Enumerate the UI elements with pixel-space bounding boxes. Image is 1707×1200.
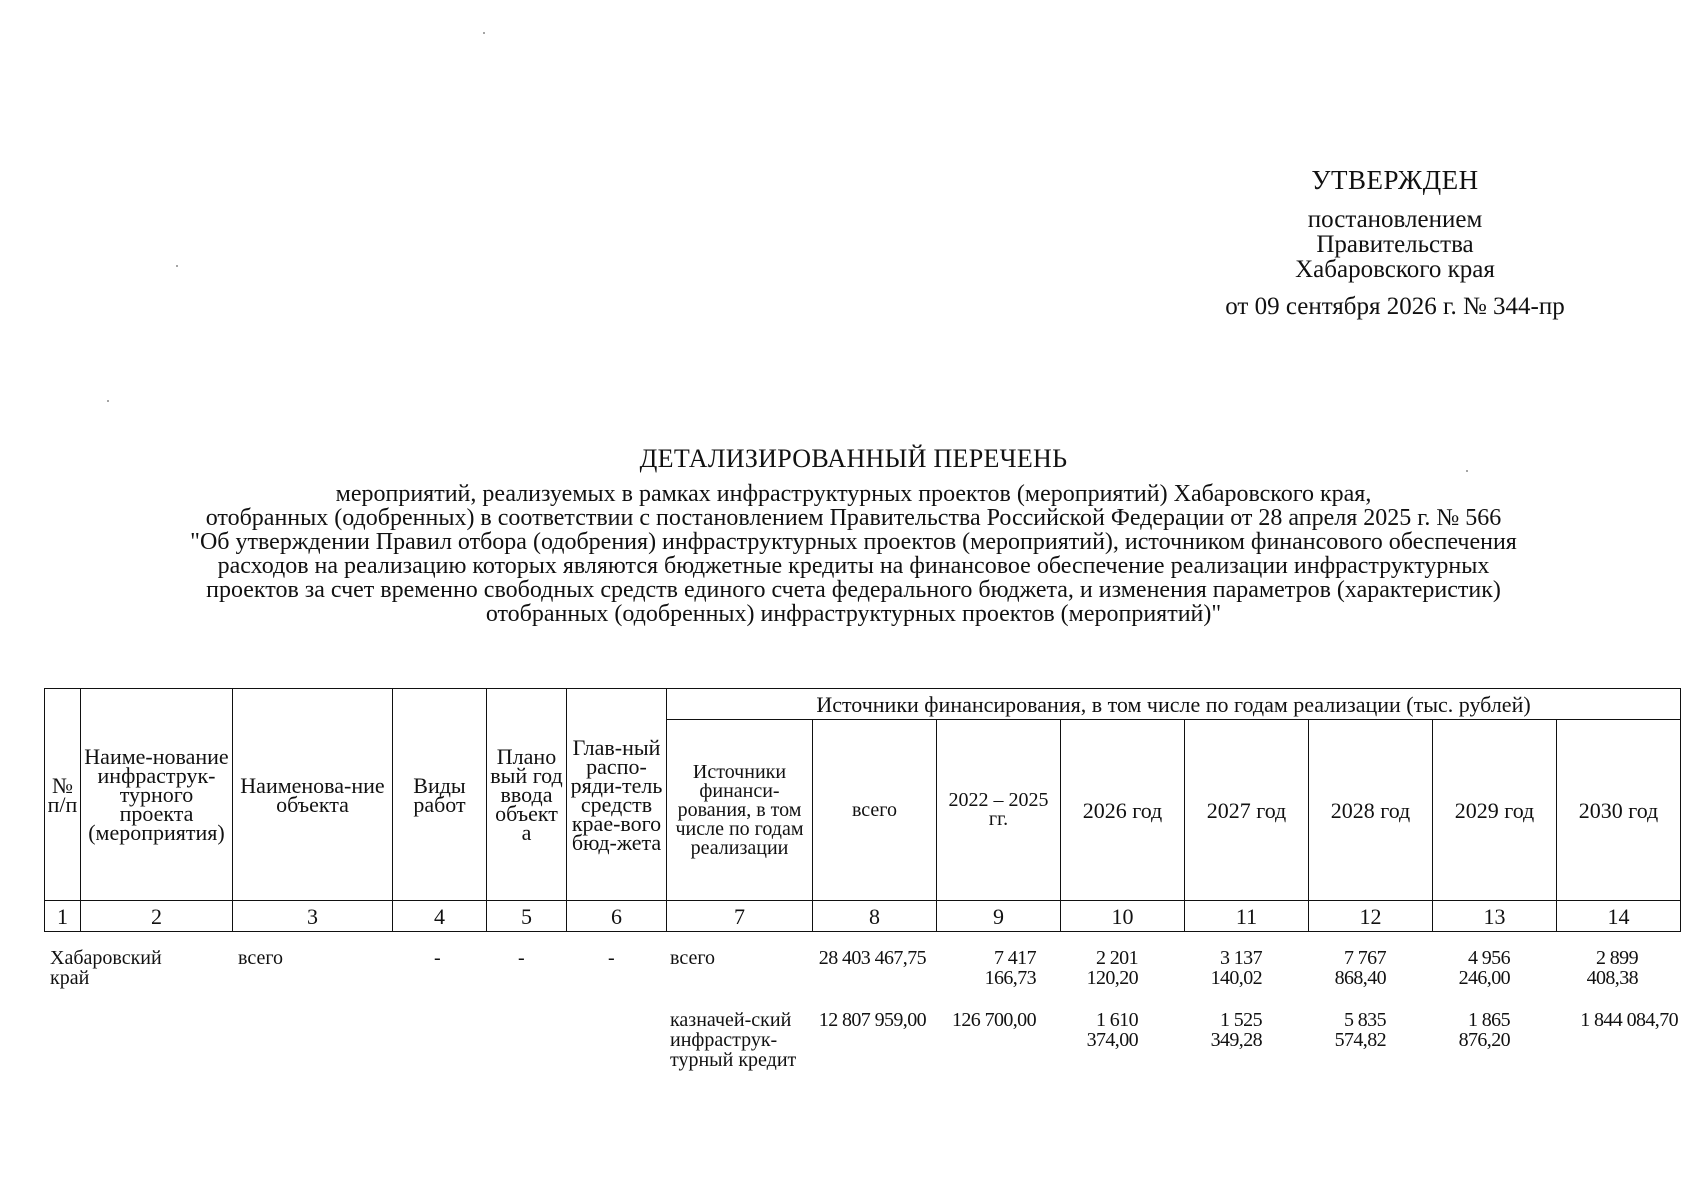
col-number: 14 [1557, 901, 1681, 932]
col-number: 6 [567, 901, 667, 932]
cell-2026: 2 201 120,20 [1086, 947, 1138, 989]
col-header-year: Плано вый год ввода объект а [487, 689, 567, 901]
heading-line-1: мероприятий, реализуемых в рамках инфраструктурных проектов (мероприятий) Хабаровского края, [335, 481, 1372, 507]
approval-date: от 09 сентября 2026 г. № 344-пр [1225, 293, 1565, 320]
document-title: ДЕТАЛИЗИРОВАННЫЙ ПЕРЕЧЕНЬ [639, 444, 1068, 473]
cell-2030: 1 844 084,70 [1580, 1009, 1678, 1031]
cell-manager: - [608, 947, 615, 969]
cell-2028: 7 767 868,40 [1334, 947, 1386, 989]
col-header-number: № п/п [45, 689, 81, 901]
col-header-works: Виды работ [393, 689, 487, 901]
col-number: 2 [81, 901, 233, 932]
col-number: 7 [667, 901, 813, 932]
heading-line-3: "Об утверждении Правил отбора (одобрения) инфраструктурных проектов (мероприятий), источником финансового обеспечения [190, 529, 1517, 555]
col-number: 4 [393, 901, 487, 932]
heading-line-5: проектов за счет временно свободных средств единого счета федерального бюджета, и изменения параметров (характеристик) [206, 577, 1501, 603]
cell-source: казначей-ский инфраструк-турный кредит [670, 1009, 797, 1071]
col-number: 1 [45, 901, 81, 932]
col-header-2029: 2029 год [1433, 720, 1557, 901]
cell-2029: 1 865 876,20 [1458, 1009, 1510, 1051]
cell-total: 28 403 467,75 [818, 947, 926, 969]
scan-speck [107, 400, 109, 402]
approval-block [1180, 165, 1610, 320]
approval-line-2: Правительства [1316, 231, 1474, 258]
col-header-2026: 2026 год [1061, 720, 1185, 901]
col-header-source: Источники финанси-рования, в том числе по годам реализации [667, 720, 813, 901]
col-header-2027: 2027 год [1185, 720, 1309, 901]
approval-line-1: постановлением [1307, 206, 1483, 233]
cell-project: Хабаровский край [50, 947, 162, 989]
heading-line-6: отобранных (одобренных) инфраструктурных проектов (мероприятий)" [485, 601, 1222, 627]
header-table [44, 688, 1681, 932]
col-header-2022-2025: 2022 – 2025 гг. [937, 720, 1061, 901]
col-number: 12 [1309, 901, 1433, 932]
cell-2029: 4 956 246,00 [1458, 947, 1510, 989]
col-header-2028: 2028 год [1309, 720, 1433, 901]
col-number: 5 [487, 901, 567, 932]
cell-2027: 3 137 140,02 [1210, 947, 1262, 989]
heading-line-4: расходов на реализацию которых являются бюджетные кредиты на финансовое обеспечение реализации инфраструктурных [217, 553, 1490, 579]
col-number: 9 [937, 901, 1061, 932]
approval-stamp: УТВЕРЖДЕН [1311, 165, 1479, 195]
cell-2022-2025: 126 700,00 [951, 1009, 1036, 1031]
cell-object: всего [238, 947, 284, 969]
col-number: 11 [1185, 901, 1309, 932]
heading-line-2: отобранных (одобренных) в соответствии с постановлением Правительства Российской Федерации от 28 апреля 2025 г. № 566 [205, 505, 1502, 531]
col-header-total: всего [813, 720, 937, 901]
col-number: 3 [233, 901, 393, 932]
col-header-project: Наиме-нование инфраструк-турного проекта (мероприятия) [81, 689, 233, 901]
col-header-object: Наименова-ние объекта [233, 689, 393, 901]
cell-2027: 1 525 349,28 [1210, 1009, 1262, 1051]
approval-line-3: Хабаровского края [1295, 256, 1495, 283]
cell-2022-2025: 7 417 166,73 [984, 947, 1036, 989]
col-header-funding-group: Источники финансирования, в том числе по годам реализации (тыс. рублей) [667, 689, 1681, 720]
col-number: 13 [1433, 901, 1557, 932]
cell-works: - [434, 947, 441, 969]
col-header-manager: Глав-ный распо-ряди-тель средств крае-вого бюд-жета [567, 689, 667, 901]
scan-speck [483, 32, 485, 34]
cell-source: всего [670, 947, 716, 969]
cell-total: 12 807 959,00 [818, 1009, 926, 1031]
cell-2030: 2 899 408,38 [1586, 947, 1638, 989]
cell-2026: 1 610 374,00 [1086, 1009, 1138, 1051]
cell-year: - [518, 947, 525, 969]
col-header-2030: 2030 год [1557, 720, 1681, 901]
document-heading [40, 444, 1667, 626]
col-number: 10 [1061, 901, 1185, 932]
cell-2028: 5 835 574,82 [1334, 1009, 1386, 1051]
col-number: 8 [813, 901, 937, 932]
scan-speck [176, 265, 178, 267]
